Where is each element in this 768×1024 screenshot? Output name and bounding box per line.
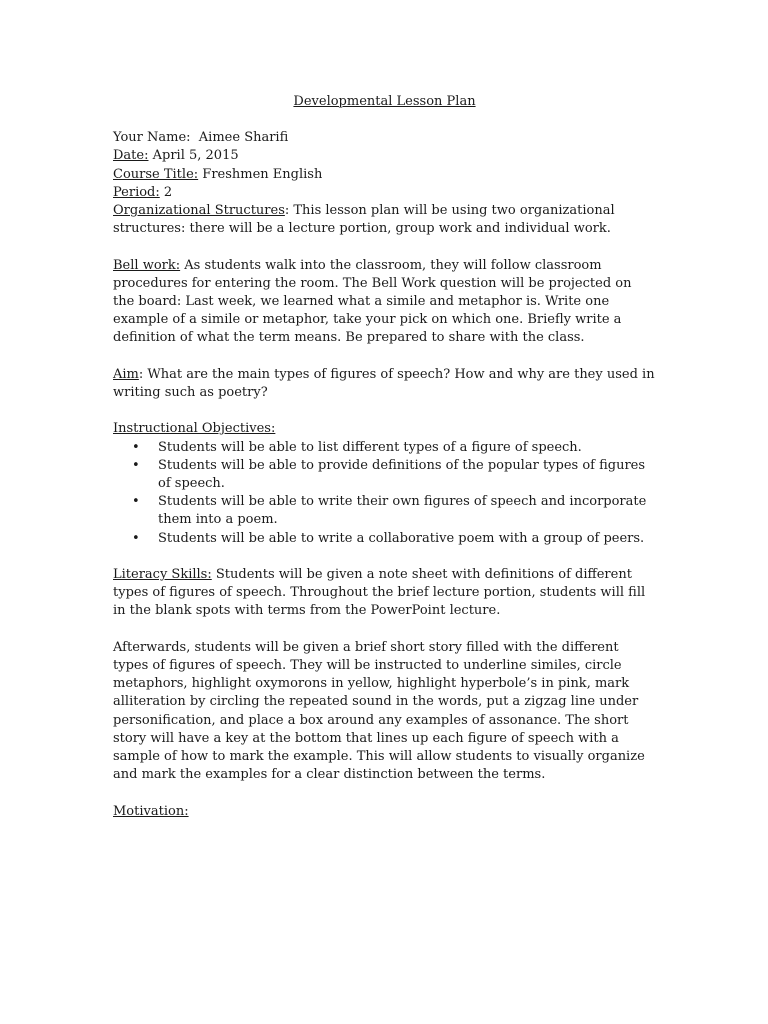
period-label: Period:	[113, 184, 160, 200]
aim-paragraph	[113, 366, 656, 402]
date-value: April 5, 2015	[152, 148, 239, 164]
literacy-skills-label: Literacy Skills:	[113, 567, 212, 583]
motivation-heading: Motivation:	[113, 803, 189, 819]
name-value: Aimee Sharifi	[198, 130, 289, 146]
aim-label: Aim	[113, 366, 139, 382]
bell-work-text: As students walk into the classroom, they will follow classroom procedures for entering the room. The Bell Work question will be projected on the board: Last week, we learned what a simile and metaphor is. Write one example of a simile or metaphor, take your pick on which one. Briefly write a definition of what the term means. Be prepared to share with the class.	[113, 257, 632, 346]
list-item: • Students will be able to write their own figures of speech and incorporate them into a poem.	[158, 493, 656, 529]
bell-work-label: Bell work:	[113, 257, 181, 273]
date-line	[113, 147, 656, 165]
page-title: Developmental Lesson Plan	[293, 94, 476, 109]
literacy-skills-paragraph	[113, 566, 656, 621]
name-line	[113, 129, 656, 147]
list-item: • Students will be able to provide definitions of the popular types of figures of speech.	[158, 457, 656, 493]
course-value: Freshmen English	[202, 166, 323, 182]
course-line	[113, 166, 656, 184]
date-label: Date:	[113, 148, 149, 164]
bell-work-paragraph	[113, 257, 656, 348]
course-label: Course Title:	[113, 166, 199, 182]
period-line	[113, 184, 656, 202]
period-value: 2	[163, 184, 173, 200]
list-item: • Students will be able to write a collaborative poem with a group of peers.	[158, 530, 656, 548]
aim-text: : What are the main types of figures of speech? How and why are they used in writing such as poetry?	[113, 366, 655, 401]
objectives-heading: Instructional Objectives:	[113, 421, 276, 437]
afterwards-paragraph: Afterwards, students will be given a brief short story filled with the different types of figures of speech. They will be instructed to underline similes, circle metaphors, highlight oxymorons in yellow, highlight hyperbole’s in pink, mark alliteration by circling the repeated sound in the words, put a zigzag line under personification, and place a box around any examples of assonance. The short story will have a key at the bottom that lines up each figure of speech with a sample of how to mark the example. This will allow students to visually organize and mark the examples for a clear distinction between the terms.	[113, 639, 645, 783]
name-label: Your Name:	[113, 130, 191, 146]
org-structures-text: : This lesson plan will be using two organizational structures: there will be a lecture portion, group work and individual work.	[113, 203, 615, 237]
org-structures-label: Organizational Structures	[113, 203, 285, 219]
list-item: • Students will be able to list different types of a figure of speech.	[158, 439, 656, 457]
org-structures-paragraph	[113, 202, 656, 238]
objectives-list	[113, 439, 656, 548]
literacy-skills-text: Students will be given a note sheet with definitions of different types of figures of speech. Throughout the brief lecture portion, students will fill in the blank spots with terms from the PowerPoint lecture.	[113, 567, 646, 619]
